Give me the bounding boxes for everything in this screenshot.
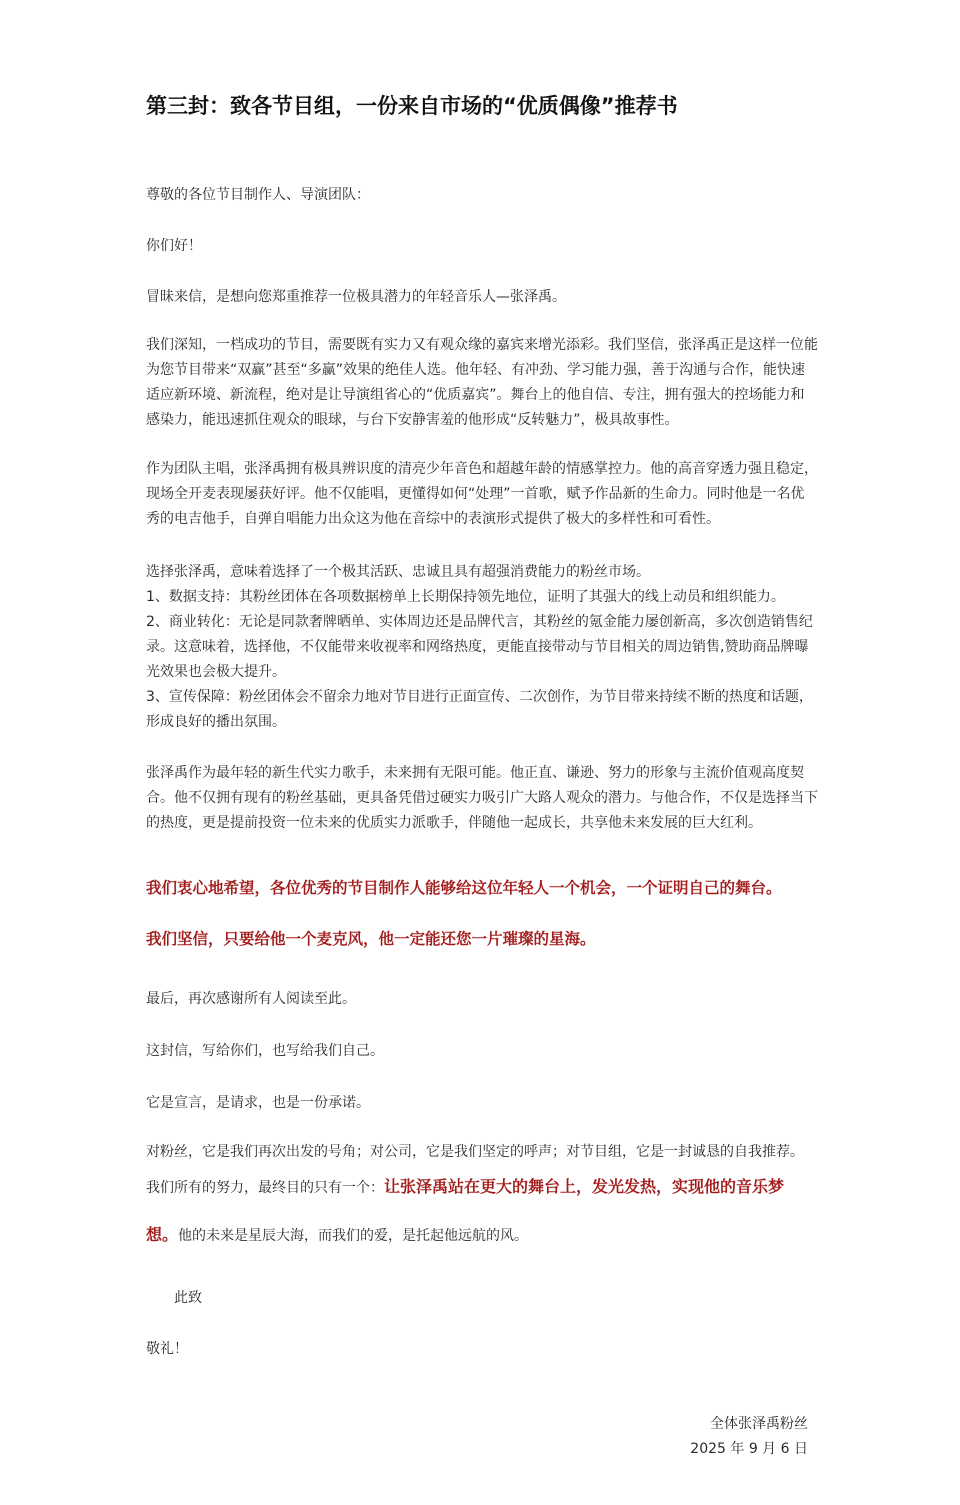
closing-goal-lead: 我们所有的努力，最终目的只有一个：	[146, 1180, 384, 1196]
letter-title: 第三封：致各节目组，一份来自市场的“优质偶像”推荐书	[146, 94, 678, 118]
list-item-data: 1、数据支持：其粉丝团体在各项数据榜单上长期保持领先地位，证明了其强大的线上动员和组织能力。	[146, 589, 785, 605]
closing-goal-highlight-end: 想。	[146, 1225, 179, 1244]
closing-declaration: 它是宣言，是请求，也是一份承诺。	[146, 1095, 370, 1111]
highlight-belief: 我们坚信，只要给他一个麦克风，他一定能还您一片璀璨的星海。	[146, 930, 596, 948]
paragraph-quality: 我们深知，一档成功的节目，需要既有实力又有观众缘的嘉宾来增光添彩。我们坚信，张泽禹正是这样一位能为您节目带来“双赢”甚至“多赢”效果的绝佳人选。他年轻、有冲劲、学习能力强，善于沟通与合作，能快速适应新环境、新流程，绝对是让导演组省心的“优质嘉宾”。舞台上的他自信、专注，拥有强大的控场能力和感染力，能迅速抓住观众的眼球，与台下安静害羞的他形成“反转魅力”，极具故事性。	[146, 337, 818, 428]
salutation: 尊敬的各位节目制作人、导演团队：	[146, 187, 370, 203]
list-item-promotion: 3、宣传保障：粉丝团体会不留余力地对节目进行正面宣传、二次创作，为节目带来持续不断的热度和话题，形成良好的播出氛围。	[146, 689, 813, 730]
signature-from: 全体张泽禹粉丝	[710, 1416, 808, 1432]
regards-jingli: 敬礼！	[146, 1341, 188, 1357]
closing-goal-tail: 他的未来是星辰大海，而我们的爱，是托起他远航的风。	[178, 1228, 529, 1244]
closing-goal-line-2	[146, 1222, 818, 1249]
signature-date: 2025 年 9 月 6 日	[690, 1441, 808, 1457]
closing-letter: 这封信，写给你们，也写给我们自己。	[146, 1043, 384, 1059]
regards-cizhi: 此致	[174, 1290, 202, 1306]
closing-goal-line	[146, 1174, 818, 1201]
paragraph-vocal: 作为团队主唱，张泽禹拥有极具辨识度的清亮少年音色和超越年龄的情感掌控力。他的高音穿透力强且稳定，现场全开麦表现屡获好评。他不仅能唱，更懂得如何“处理”一首歌，赋予作品新的生命力。同时他是一名优秀的电吉他手，自弹自唱能力出众这为他在音综中的表演形式提供了极大的多样性和可看性。	[146, 461, 818, 527]
paragraph-future: 张泽禹作为最年轻的新生代实力歌手，未来拥有无限可能。他正直、谦逊、努力的形象与主流价值观高度契合。他不仅拥有现有的粉丝基础，更具备凭借过硬实力吸引广大路人观众的潜力。与他合作，不仅是选择当下的热度，更是提前投资一位未来的优质实力派歌手，伴随他一起成长，共享他未来发展的巨大红利。	[146, 765, 818, 831]
closing-thanks: 最后，再次感谢所有人阅读至此。	[146, 991, 356, 1007]
closing-goal-highlight: 让张泽禹站在更大的舞台上，发光发热，实现他的音乐梦	[384, 1177, 785, 1196]
intro-paragraph: 冒昧来信，是想向您郑重推荐一位极具潜力的年轻音乐人—张泽禹。	[146, 289, 566, 305]
greeting: 你们好！	[146, 238, 202, 254]
highlight-hope: 我们衷心地希望，各位优秀的节目制作人能够给这位年轻人一个机会，一个证明自己的舞台。	[146, 879, 782, 897]
closing-purpose: 对粉丝，它是我们再次出发的号角；对公司，它是我们坚定的呼声；对节目组，它是一封诚恳的自我推荐。	[146, 1144, 804, 1160]
paragraph-market-intro: 选择张泽禹，意味着选择了一个极其活跃、忠诚且具有超强消费能力的粉丝市场。	[146, 564, 650, 580]
list-item-commercial: 2、商业转化：无论是同款奢牌晒单、实体周边还是品牌代言，其粉丝的氪金能力屡创新高，多次创造销售纪录。这意味着，选择他，不仅能带来收视率和网络热度，更能直接带动与节目相关的周边销售,赞助商品牌曝光效果也会极大提升。	[146, 614, 813, 680]
